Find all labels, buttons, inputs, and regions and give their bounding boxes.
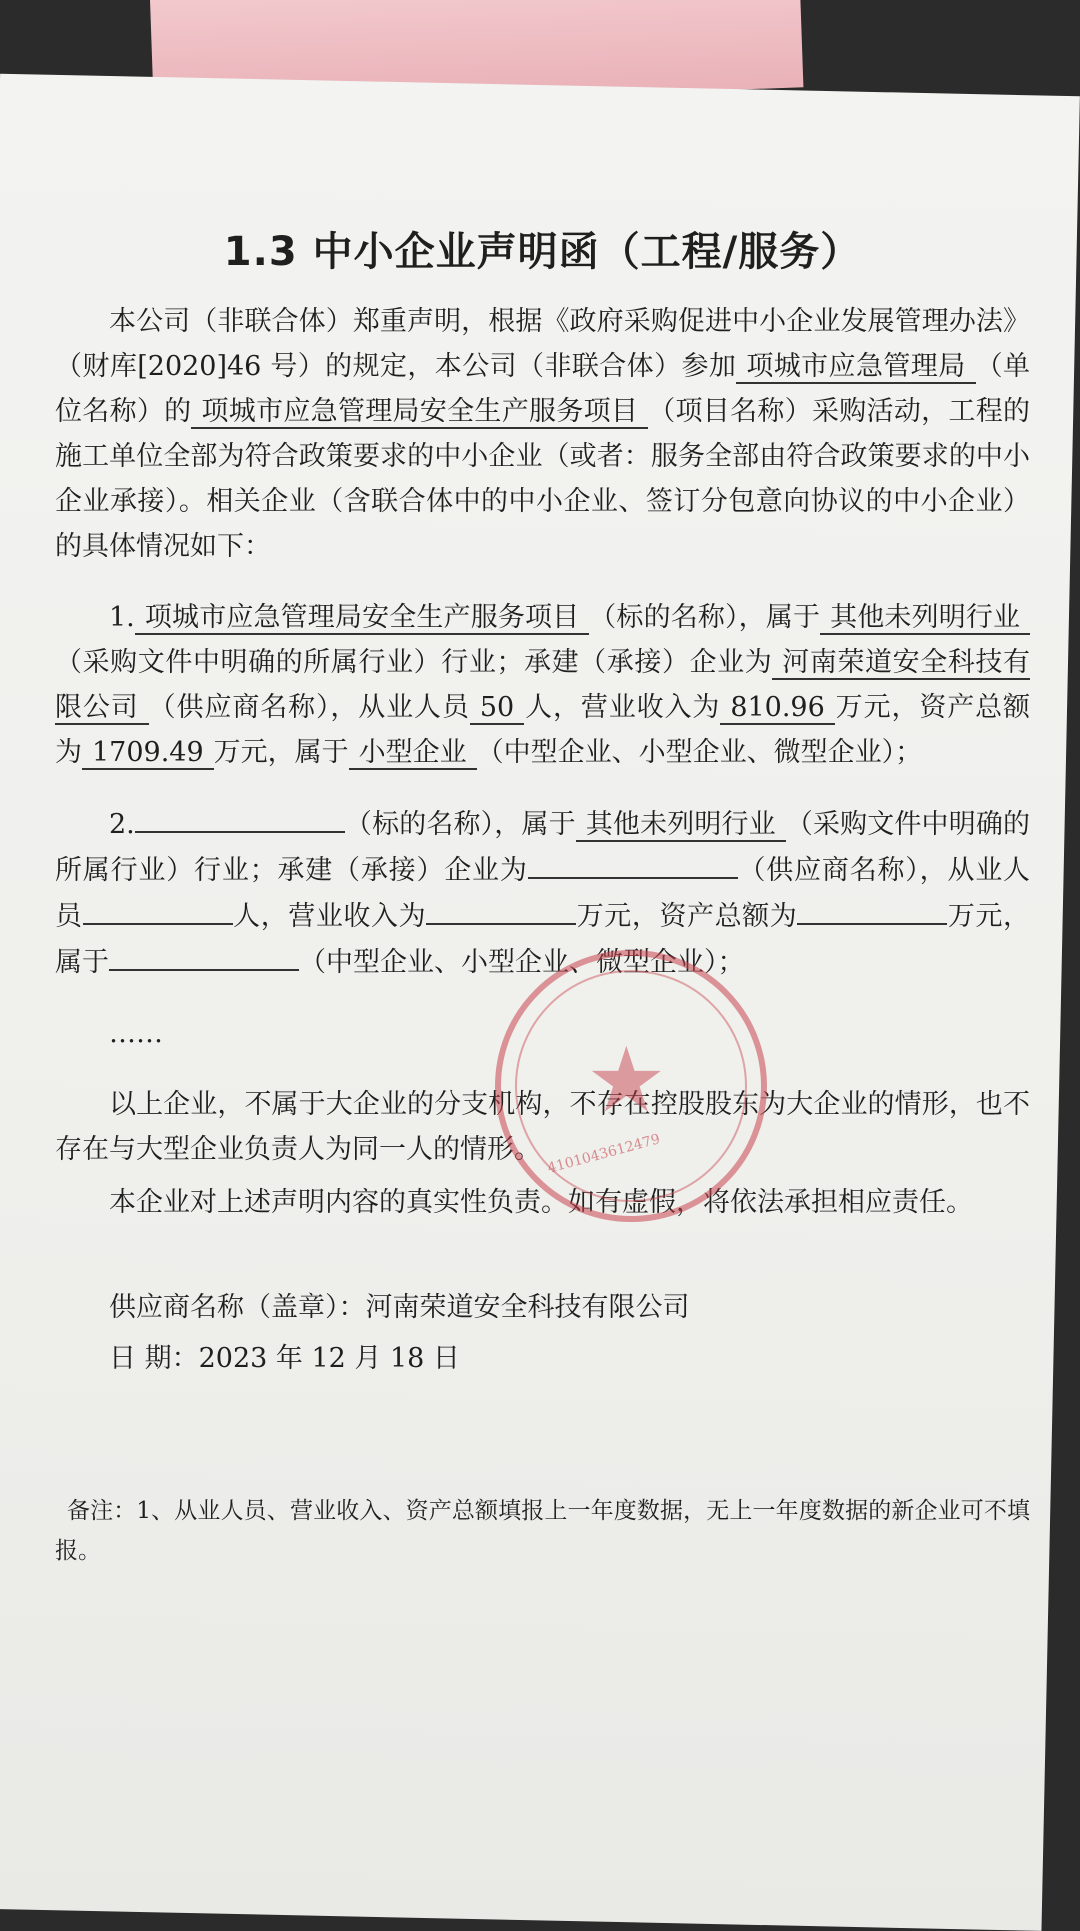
item-1-text-6: 万元，属于 xyxy=(213,737,349,768)
item-2-company-blank xyxy=(528,847,738,879)
item-1-industry-field: 其他未列明行业 xyxy=(820,602,1030,635)
item-2-subject-blank xyxy=(135,801,345,833)
note: 备注：1、从业人员、营业收入、资产总额填报上一年度数据，无上一年度数据的新企业可不填报。 xyxy=(55,1498,1030,1564)
item-2-text-5: 万元，资产总额为 xyxy=(576,901,798,932)
item-2-text-7: （中型企业、小型企业、微型企业）； xyxy=(299,947,745,978)
item-1-text-3: （供应商名称），从业人员 xyxy=(148,692,470,723)
item-2-text-1: （标的名称），属于 xyxy=(344,809,576,840)
item-1-company-field: 河南荣道安全科技有限公司 xyxy=(55,647,1031,723)
item-2-text-3: （供应商名称），从业人员 xyxy=(55,855,1031,932)
item-2-number: 2. xyxy=(109,809,135,840)
date-line: 日 期：2023 年 12 月 18 日 xyxy=(109,1343,460,1374)
item-1-revenue-field: 810.96 xyxy=(720,692,834,725)
agency-name-field: 项城市应急管理局 xyxy=(736,351,975,384)
page-title: 1.3 中小企业声明函（工程/服务） xyxy=(223,229,862,275)
item-1-text-2: （采购文件中明确的所属行业）行业；承建（承接）企业为 xyxy=(55,647,773,678)
item-1-text-4: 人，营业收入为 xyxy=(524,692,721,723)
item-1-text-5: 万元，资产总额为 xyxy=(55,692,1031,768)
item-2-employees-blank xyxy=(83,893,233,925)
item-2-scale-blank xyxy=(109,939,299,971)
item-2 xyxy=(55,801,1030,985)
item-1-text-7: （中型企业、小型企业、微型企业）； xyxy=(476,737,923,768)
item-1 xyxy=(55,595,1030,775)
not-branch-paragraph: 以上企业，不属于大企业的分支机构，不存在控股股东为大企业的情形，也不存在与大型企业负责人为同一人的情形。 xyxy=(55,1089,1030,1165)
ellipsis: …… xyxy=(109,1018,163,1049)
item-2-text-6: 万元，属于 xyxy=(55,901,1031,978)
item-1-assets-field: 1709.49 xyxy=(82,737,214,770)
item-1-scale-field: 小型企业 xyxy=(349,737,477,770)
declaration-content xyxy=(55,220,1030,1571)
item-1-number: 1. xyxy=(109,602,135,633)
item-2-industry-field: 其他未列明行业 xyxy=(576,809,786,842)
supplier-line: 供应商名称（盖章）：河南荣道安全科技有限公司 xyxy=(109,1292,690,1323)
truth-paragraph: 本企业对上述声明内容的真实性负责。如有虚假，将依法承担相应责任。 xyxy=(109,1187,973,1218)
item-1-employees-field: 50 xyxy=(470,692,524,725)
intro-text-3: （项目名称）采购活动，工程的施工单位全部为符合政策要求的中小企业（或者：服务全部由符合政策要求的中小企业承接）。相关企业（含联合体中的中小企业、签订分包意向协议的中小企业）的具体情况如下： xyxy=(55,396,1031,562)
seal-code: 4101043612479 xyxy=(545,1131,662,1177)
seal-star-icon: ★ xyxy=(586,1028,667,1133)
project-name-field: 项城市应急管理局安全生产服务项目 xyxy=(191,396,648,429)
item-2-assets-blank xyxy=(797,893,947,925)
item-1-subject-field: 项城市应急管理局安全生产服务项目 xyxy=(135,602,590,635)
intro-paragraph xyxy=(55,299,1030,569)
item-2-revenue-blank xyxy=(426,893,576,925)
intro-text-2: （单位名称）的 xyxy=(55,351,1031,427)
intro-text-1: 本公司（非联合体）郑重声明，根据《政府采购促进中小企业发展管理办法》（财库[2020]46 号）的规定，本公司（非联合体）参加 xyxy=(55,306,1030,382)
company-seal-stamp xyxy=(495,950,767,1222)
item-2-text-4: 人，营业收入为 xyxy=(232,901,427,932)
item-1-text-1: （标的名称），属于 xyxy=(589,602,821,633)
item-2-text-2: （采购文件中明确的所属行业）行业；承建（承接）企业为 xyxy=(55,809,1031,886)
